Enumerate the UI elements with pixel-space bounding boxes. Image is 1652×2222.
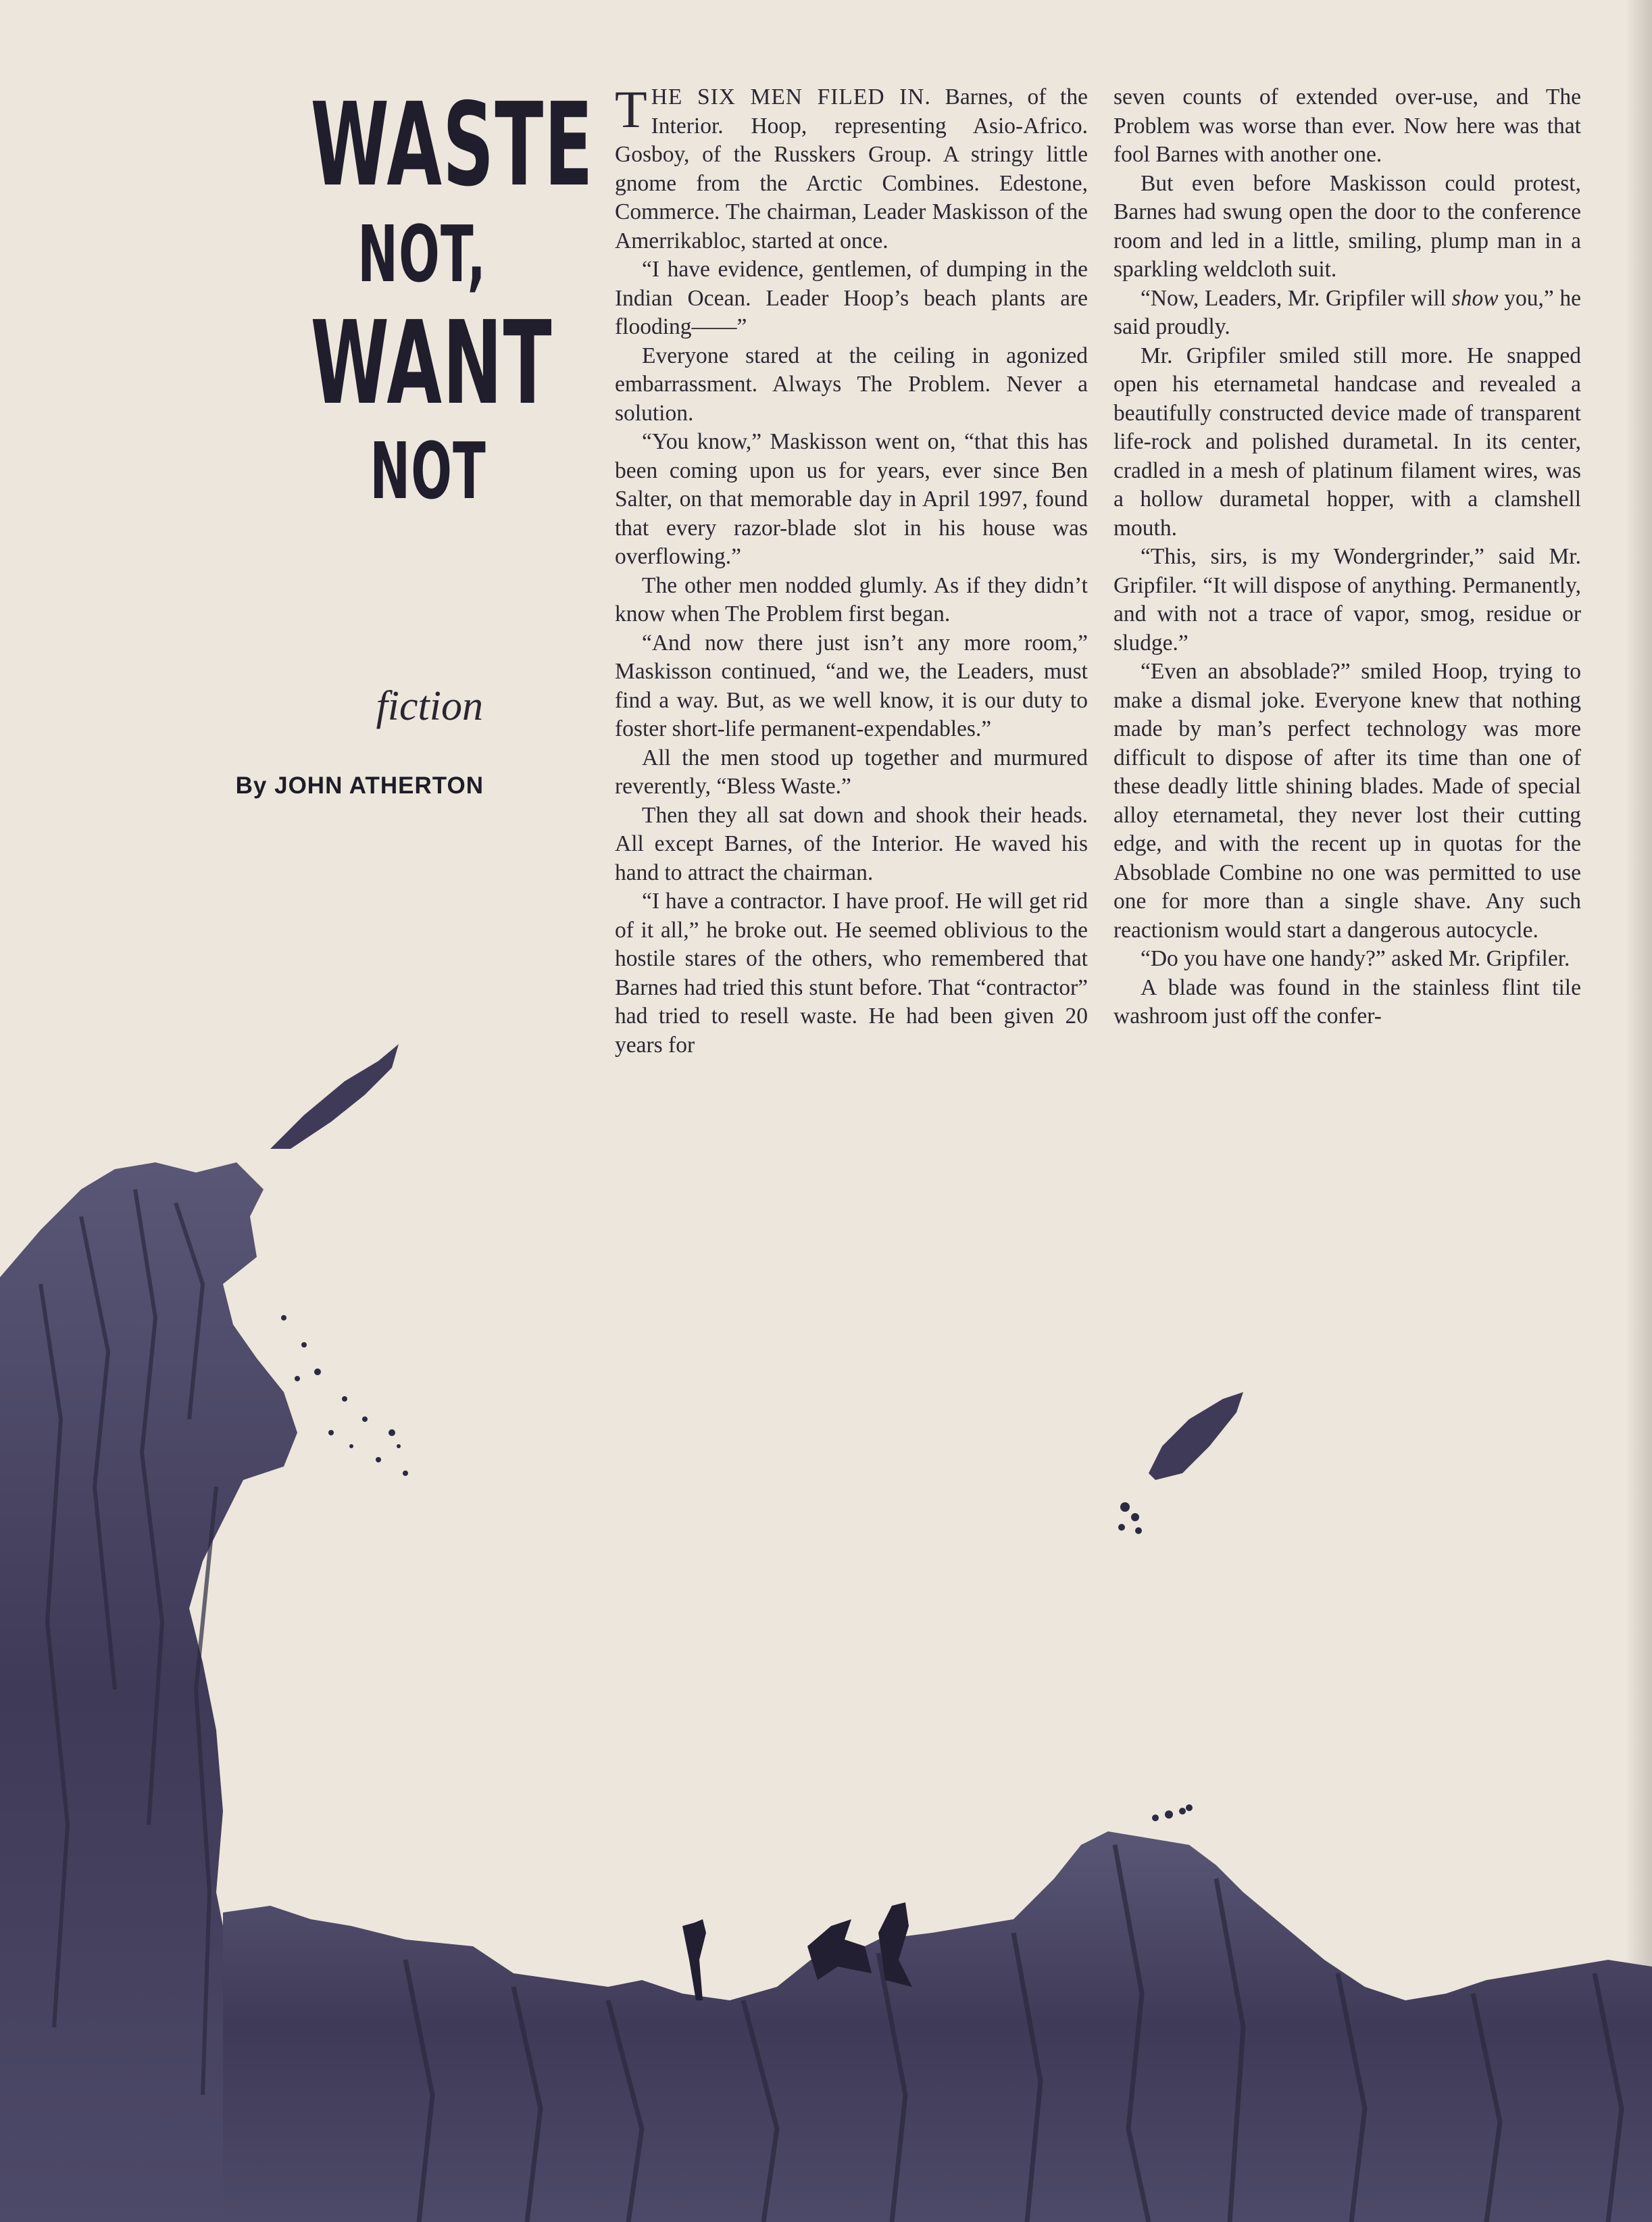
title-line-not-comma: NOT,: [357, 209, 486, 300]
paragraph: “And now there just isn’t any more room,” Maskisson continued, “and we, the Leaders, must find a way. But, as we well know, it is our duty to foster short-life permanent-expendables.”: [615, 630, 1088, 741]
debris-particles: [281, 1315, 1193, 1821]
paragraph: Everyone stared at the ceiling in agonized embarrassment. Always The Problem. Never a solution.: [615, 343, 1088, 426]
paragraph: The other men nodded glumly. As if they didn’t know when The Problem first began.: [615, 572, 1088, 626]
lead-in: HE SIX MEN FILED IN.: [651, 84, 931, 109]
paragraph: “Even an absoblade?” smiled Hoop, trying to make a dismal joke. Everyone knew that nothing made by man’s perfect technology was more difficult to dispose of after its time than one of these deadly little shining blades. Made of special alloy eternametal, they never lost their cutting edge, and with the recent up in quotas for the Absoblade Combine no one was permitted to use one for more than a single shave. Any such reactionism would start a dangerous autocycle.: [1113, 659, 1581, 943]
paragraph: “I have evidence, gentlemen, of dumping in the Indian Ocean. Leader Hoop’s beach plants are flooding——”: [615, 257, 1088, 339]
paragraph: But even before Maskisson could protest, Barnes had swung open the door to the conference room and led in a little, smiling, plump man in a sparkling weldcloth suit.: [1113, 170, 1581, 282]
paragraph: Mr. Gripfiler smiled still more. He snapped open his eternametal handcase and revealed a beautifully constructed device made of transparent life-rock and polished durametal. In its center, cradled in a mesh of platinum filament wires, was a hollow durametal hopper, with a clamshell mouth.: [1113, 343, 1581, 541]
debris-right: [1149, 1392, 1243, 1480]
paragraph: A blade was found in the stainless flint tile washroom just off the confer-: [1113, 974, 1581, 1029]
paragraph: “This, sirs, is my Wondergrinder,” said Mr. Gripfiler. “It will dispose of anything. Permanently, and with not a trace of vapor, smog, residue or sludge.”: [1113, 544, 1581, 656]
paragraph: THE SIX MEN FILED IN. Barnes, of the Interior. Hoop, representing Asio-Africo. Gosboy, of the Russkers Group. A stringy little gnome from the Arctic Combines. Edestone, Commerce. The chairman, Leader Maskisson of the Amerrikabloc, started at once.: [615, 80, 1088, 253]
page-edge-shadow: [1625, 0, 1652, 2222]
section-label-fiction: fiction: [376, 683, 483, 729]
paragraph: Then they all sat down and shook their heads. All except Barnes, of the Interior. He waved his hand to attract the chairman.: [615, 802, 1088, 885]
drop-cap: T: [615, 80, 647, 139]
left-cliff: [0, 1162, 297, 2222]
title-line-waste: WASTE: [310, 78, 594, 212]
title-line-want: WANT: [310, 297, 553, 430]
paragraph: “Do you have one handy?” asked Mr. Gripfiler.: [1141, 946, 1570, 971]
ground-ridge: [223, 1831, 1652, 2222]
author-byline: By JOHN ATHERTON: [235, 772, 484, 799]
paragraph: “I have a contractor. I have proof. He will get rid of it all,” he broke out. He seemed oblivious to the hostile stares of the others, who remembered that Barnes had tried this stunt before. That “contractor” had tried to resell waste. He had been given 20 years for: [615, 889, 1088, 1058]
emphasis: show: [1451, 285, 1499, 311]
paragraph: “Now, Leaders, Mr. Gripfiler will show you,” he said proudly.: [1113, 285, 1581, 339]
title-line-not: NOT: [370, 426, 486, 517]
text-column-1: [615, 80, 1088, 1060]
text-column-2: [1113, 83, 1581, 1031]
paragraph: All the men stood up together and murmured reverently, “Bless Waste.”: [615, 745, 1088, 799]
figure-arms-raised: [682, 1919, 706, 2000]
debris-upper: [270, 1044, 399, 1149]
figure-pushing: [878, 1902, 912, 1987]
article-title: [203, 78, 594, 517]
paragraph: seven counts of extended over-use, and The Problem was worse than ever. Now here was that fool Barnes with another one.: [1113, 84, 1581, 167]
paragraph: “You know,” Maskisson went on, “that this has been coming upon us for years, ever since Ben Salter, on that memorable day in April 1997, found that every razor-blade slot in his house was overflowing.”: [615, 429, 1088, 569]
figure-crouching: [807, 1919, 872, 1980]
